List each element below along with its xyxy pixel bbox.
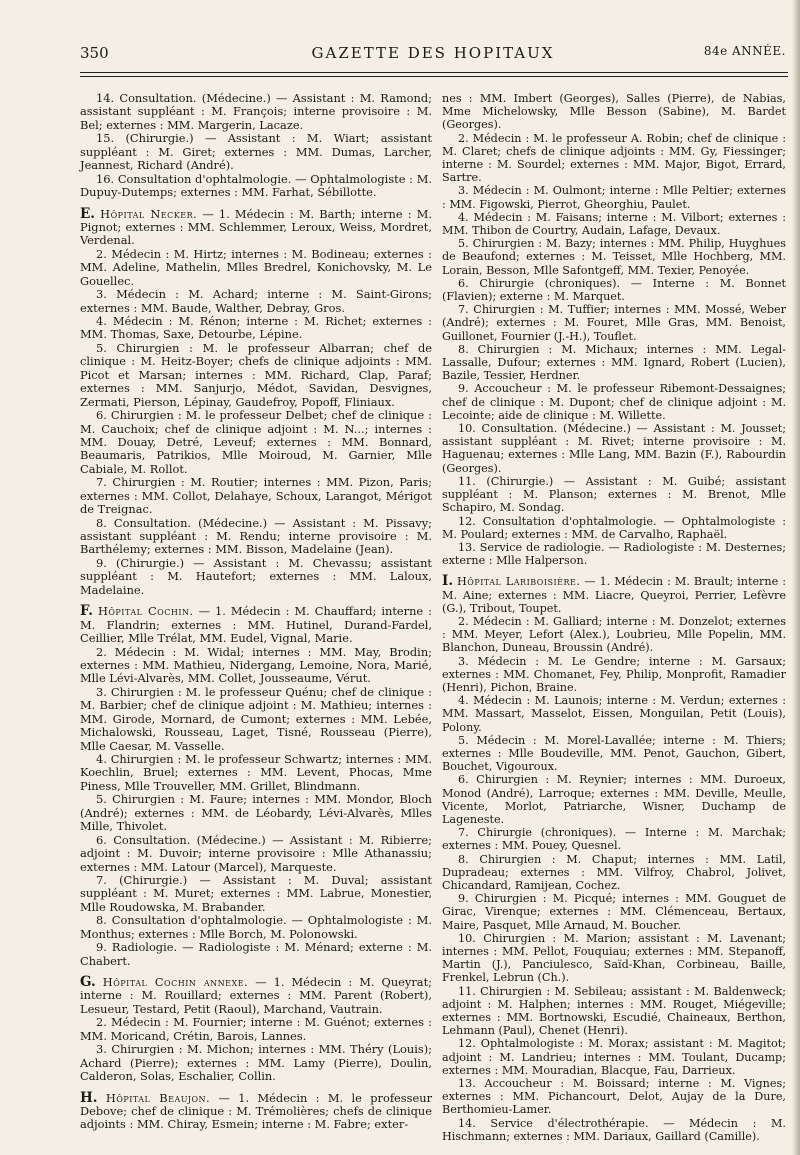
service-paragraph: 16. Consultation d'ophtalmologie. — Ophtalmologiste : M. Dupuy-Dutemps; externes : MM. Farhat, Sébillotte. xyxy=(80,171,432,200)
page-header xyxy=(80,44,786,66)
service-paragraph: 2. Médecin : M. Fournier; interne : M. Guénot; externes : MM. Moricand, Crétin, Barois, Lannes. xyxy=(80,1015,432,1043)
service-paragraph: 2. Médecin : M. Widal; internes : MM. May, Brodin; externes : MM. Mathieu, Nidergang, Lemoine, Nora, Marié, Mlle Lévi-Alvarès, MM. Collet, Jousseaume, Vérut. xyxy=(80,644,432,686)
service-paragraph: 9. Radiologie. — Radiologiste : M. Ménard; externe : M. Chabert. xyxy=(80,940,432,968)
section-letter: H. xyxy=(80,1089,98,1106)
service-paragraph: 8. Chirurgien : M. Chaput; internes : MM. Latil, Dupradeau; externes : MM. Vilfroy, Chabrol, Jolivet, Chicandard, Ramijean, Cochez. xyxy=(442,852,786,892)
service-paragraph: 13. Service de radiologie. — Radiologiste : M. Desternes; externe : Mlle Halperson. xyxy=(442,540,786,568)
journal-title: GAZETTE DES HOPITAUX xyxy=(311,44,555,62)
service-paragraph: 7. (Chirurgie.) — Assistant : M. Duval; assistant suppléant : M. Muret; externes : MM. Labrue, Monestier, Mlle Roudowska, M. Brabander. xyxy=(80,872,432,914)
service-text: — 1. Médecin : M. Barth; interne : M. Pignot; externes : MM. Schlemmer, Leroux, Weiss, Mordret, Verdenal. xyxy=(80,206,432,248)
service-paragraph: 4. Chirurgien : M. le professeur Schwartz; internes : MM. Koechlin, Bruel; externes : MM. Levent, Phocas, Mme Piness, Mlle Trouveller, MM. Grillet, Blindmann. xyxy=(80,752,432,793)
service-paragraph: 2. Médecin : M. Galliard; interne : M. Donzelot; externes : MM. Meyer, Lefort (Alex.), Loubrieu, Mlle Popelin, MM. Blanchon, Duneau, Broussin (André). xyxy=(442,614,786,655)
service-paragraph: 9. (Chirurgie.) — Assistant : M. Chevassu; assistant suppléant : M. Hautefort; externes : MM. Laloux, Madelaine. xyxy=(80,555,432,597)
hospital-name: Hôpital Necker. xyxy=(100,206,198,221)
service-paragraph: 8. Consultation d'ophtalmologie. — Ophtalmologiste : M. Monthus; externes : Mlle Borch, M. Polonowski. xyxy=(80,913,432,941)
header-rule-thick xyxy=(80,72,788,73)
service-paragraph: 4. Médecin : M. Faisans; interne : M. Vilbort; externes : MM. Thibon de Courtry, Audain, Lafage, Devaux. xyxy=(442,210,786,238)
service-paragraph: 7. Chirurgie (chroniques). — Interne : M. Marchak; externes : MM. Pouey, Quesnel. xyxy=(442,826,786,853)
service-paragraph: 12. Consultation d'ophtalmologie. — Ophtalmologiste : M. Poulard; externes : MM. de Carvalho, Raphaël. xyxy=(442,514,786,541)
hospital-section-heading xyxy=(80,976,432,1016)
header-rule-thin xyxy=(80,76,788,77)
service-paragraph: 8. Consultation. (Médecine.) — Assistant : M. Pissavy; assistant suppléant : M. Rendu; interne provisoire : M. Barthélemy; externes : MM. Bisson, Madelaine (Jean). xyxy=(80,515,432,557)
section-letter: E. xyxy=(80,205,95,222)
page-edge-shadow xyxy=(792,0,800,1155)
hospital-section-heading xyxy=(442,575,786,615)
hospital-name: Hôpital Cochin annexe. xyxy=(102,975,249,989)
service-paragraph: 14. Service d'électrothérapie. — Médecin : M. Hischmann; externes : MM. Dariaux, Gaillard (Camille). xyxy=(442,1116,786,1143)
service-paragraph: 3. Chirurgien : M. Michon; internes : MM. Théry (Louis); Achard (Pierre); externes : MM. Lamy (Pierre), Doulin, Calderon, Solas, Eschalier, Collin. xyxy=(80,1042,432,1084)
service-paragraph: 7. Chirurgien : M. Routier; internes : MM. Pizon, Paris; externes : MM. Collot, Delahaye, Schoux, Larangot, Mérigot de Treignac. xyxy=(80,475,432,517)
service-paragraph: 2. Médecin : M. Hirtz; internes : M. Bodineau; externes : MM. Adeline, Mathelin, Mlles Bredrel, Konichovsky, M. Le Gouellec. xyxy=(80,246,432,288)
service-paragraph: 4. Médecin : M. Launois; interne : M. Verdun; externes : MM. Massart, Masselot, Eissen, Monguilan, Petit (Louis), Polony. xyxy=(442,694,786,734)
service-paragraph: 3. Médecin : M. Achard; interne : M. Saint-Girons; externes : MM. Baude, Walther, Debray, Gros. xyxy=(80,287,432,315)
service-text: — 1. Médecin : M. le professeur Debove; chef de clinique : M. Trémolières; chefs de clinique adjoints : MM. Chiray, Esmein; interne : M. Fabre; exter- xyxy=(80,1090,433,1132)
service-paragraph: 9. Chirurgien : M. Picqué; internes : MM. Gouguet de Girac, Virenque; externes : MM. Clémenceau, Bertaux, Maire, Pasquet, Mlle Arnaud, M. Boucher. xyxy=(442,892,786,932)
service-paragraph: 5. Chirurgien : M. Bazy; internes : MM. Philip, Huyghues de Beaufond; externes : M. Teisset, Mlle Hochberg, MM. Lorain, Besson, Mlle Safontgeff, MM. Texier, Penoyée. xyxy=(442,237,786,277)
service-paragraph: 3. Médecin : M. Le Gendre; interne : M. Garsaux; externes : MM. Chomanet, Fey, Philip, Monprofit, Ramadier (Henri), Pichon, Braine. xyxy=(442,654,786,694)
service-paragraph: 7. Chirurgien : M. Tuffier; internes : MM. Mossé, Weber (André); externes : M. Fouret, Mlle Gras, MM. Benoist, Guillonet, Fournier (J.-H.), Touflet. xyxy=(442,303,786,343)
service-paragraph: 3. Chirurgien : M. le professeur Quénu; chef de clinique : M. Barbier; chef de clinique adjoint : M. Mathieu; internes : MM. Girode, Mornard, de Cumont; externes : MM. Lebée, Michalowski, Rousseau, Laget, Tisné, Rousseau (Pierre), Mlle Caesar, M. Vasselle. xyxy=(80,684,432,753)
hospital-name: Hôpital Beaujon. xyxy=(105,1090,211,1105)
section-letter: G. xyxy=(80,974,96,990)
service-paragraph: 4. Médecin : M. Rénon; interne : M. Richet; externes : MM. Thomas, Saxe, Detourbe, Lépine. xyxy=(80,314,432,342)
service-paragraph: 11. Chirurgien : M. Sebileau; assistant : M. Baldenweck; adjoint : M. Halphen; internes : MM. Rouget, Miégeville; externes : MM. Bortnowski, Escudié, Chaineaux, Berthon, Lehmann (Paul), Chenet (Henri). xyxy=(442,984,786,1038)
service-paragraph: 12. Ophtalmologiste : M. Morax; assistant : M. Magitot; adjoint : M. Landrieu; internes : MM. Toulant, Ducamp; externes : MM. Mouradian, Blacque, Fau, Darrieux. xyxy=(442,1037,786,1077)
left-column xyxy=(80,92,432,1132)
service-paragraph: 5. Chirurgien : M. Faure; internes : MM. Mondor, Bloch (André); externes : MM. de Léobardy, Lévi-Alvarès, Mlles Mille, Thivolet. xyxy=(80,792,432,834)
hospital-section-heading xyxy=(80,1089,433,1132)
service-paragraph: 3. Médecin : M. Oulmont; interne : Mlle Peltier; externes : MM. Figowski, Pierrot, Gheorghiu, Paulet. xyxy=(442,184,786,211)
hospital-section-heading xyxy=(80,205,432,248)
service-paragraph: 9. Accoucheur : M. le professeur Ribemont-Dessaignes; chef de clinique : M. Dupont; chef de clinique adjoint : M. Lecointe; aide de clinique : M. Willette. xyxy=(442,382,786,422)
service-paragraph: 6. Chirurgie (chroniques). — Interne : M. Bonnet (Flavien); externe : M. Marquet. xyxy=(442,276,786,304)
service-paragraph: 13. Accoucheur : M. Boissard; interne : M. Vignes; externes : MM. Pichancourt, Delot, Aujay de la Dure, Berthomieu-Lamer. xyxy=(442,1077,786,1117)
service-paragraph: 11. (Chirurgie.) — Assistant : M. Guibé; assistant suppléant : M. Planson; externes : M. Brenot, Mlle Schapiro, M. Sondag. xyxy=(442,474,786,515)
service-text: — 1. Médecin : M. Brault; interne : M. Aine; externes : MM. Liacre, Queyroi, Perrier, Lefèvre (G.), Tribout, Toupet. xyxy=(442,575,786,615)
service-paragraph: 6. Chirurgien : M. Reynier; internes : MM. Duroeux, Monod (André), Larroque; externes : MM. Deville, Meulle, Vicente, Morlot, Patriarche, Wisner, Duchamp de Lageneste. xyxy=(442,773,786,826)
service-paragraph: 6. Chirurgien : M. le professeur Delbet; chef de clinique : M. Cauchoix; chef de clinique adjoint : M. N...; internes : MM. Douay, Detré, Leveuf; externes : MM. Bonnard, Beaumaris, Patrikios, Mlle Moiroud, M. Garnier, Mlle Cabiale, M. Rollot. xyxy=(80,408,432,476)
hospital-name: Hôpital Lariboisière. xyxy=(457,575,581,589)
section-letter: F. xyxy=(80,603,93,620)
section-letter: I. xyxy=(442,573,454,590)
service-paragraph: 5. Chirurgien : M. le professeur Albarran; chef de clinique : M. Heitz-Boyer; chefs de clinique adjoints : MM. Picot et Marsan; internes : MM. Richard, Clap, Paraf; externes : MM. Sanjurjo, Médot, Savidan, Desvignes, Zermati, Pierson, Lépinay, Gaudefroy, Popoff, Fliniaux. xyxy=(80,340,432,409)
continued-paragraph: nes : MM. Imbert (Georges), Salles (Pierre), de Nabias, Mme Michelowsky, Mlle Besson (Sabine), M. Bardet (Georges). xyxy=(442,92,786,132)
service-paragraph: 14. Consultation. (Médecine.) — Assistant : M. Ramond; assistant suppléant : M. François; interne provisoire : M. Bel; externes : MM. Margerin, Lacaze. xyxy=(80,91,432,132)
year-label: 84e ANNÉE. xyxy=(703,44,786,58)
service-text: — 1. Médecin : M. Queyrat; interne : M. Rouillard; externes : MM. Parent (Robert), Lesueur, Testard, Petit (Raoul), Marchand, Vautrain. xyxy=(80,975,433,1016)
service-paragraph: 2. Médecin : M. le professeur A. Robin; chef de clinique : M. Claret; chefs de clinique adjoints : MM. Gy, Fiessinger; interne : M. Sourdel; externes : MM. Major, Bigot, Errard, Sartre. xyxy=(442,131,786,185)
service-paragraph: 8. Chirurgien : M. Michaux; internes : MM. Legal-Lassalle, Dufour; externes : MM. Ignard, Robert (Lucien), Bazile, Tessier, Herdner. xyxy=(442,342,786,383)
service-paragraph: 15. (Chirurgie.) — Assistant : M. Wiart; assistant suppléant : M. Giret; externes : MM. Dumas, Larcher, Jeannest, Richard (André). xyxy=(80,131,432,173)
hospital-section-heading xyxy=(80,605,432,645)
service-paragraph: 5. Médecin : M. Morel-Lavallée; interne : M. Thiers; externes : Mlle Boudeville, MM. Penot, Gauchon, Gibert, Bouchet, Vigouroux. xyxy=(442,733,786,774)
service-text: — 1. Médecin : M. Chauffard; interne : M. Flandrin; externes : MM. Hutinel, Durand-Fardel, Ceillier, Mlle Trélat, MM. Eudel, Vignal, Marie. xyxy=(80,604,433,646)
page-number: 350 xyxy=(80,44,109,62)
service-paragraph: 6. Consultation. (Médecine.) — Assistant : M. Ribierre; adjoint : M. Duvoir; interne provisoire : Mlle Athanassiu; externes : MM. Latour (Marcel), Marqueste. xyxy=(80,832,432,874)
service-paragraph: 10. Consultation. (Médecine.) — Assistant : M. Jousset; assistant suppléant : M. Rivet; interne provisoire : M. Haguenau; externes : Mlle Lang, MM. Bazin (F.), Rabourdin (Georges). xyxy=(442,422,786,475)
right-column xyxy=(442,92,786,1143)
hospital-name: Hôpital Cochin. xyxy=(97,604,194,619)
service-paragraph: 10. Chirurgien : M. Marion; assistant : M. Lavenant; internes : MM. Pellot, Fouquiau; externes : MM. Stepanoff, Martin (J.), Panciulesco, Saïd-Khan, Corbineau, Baille, Frenkel, Lebrun (Ch.). xyxy=(442,931,786,985)
